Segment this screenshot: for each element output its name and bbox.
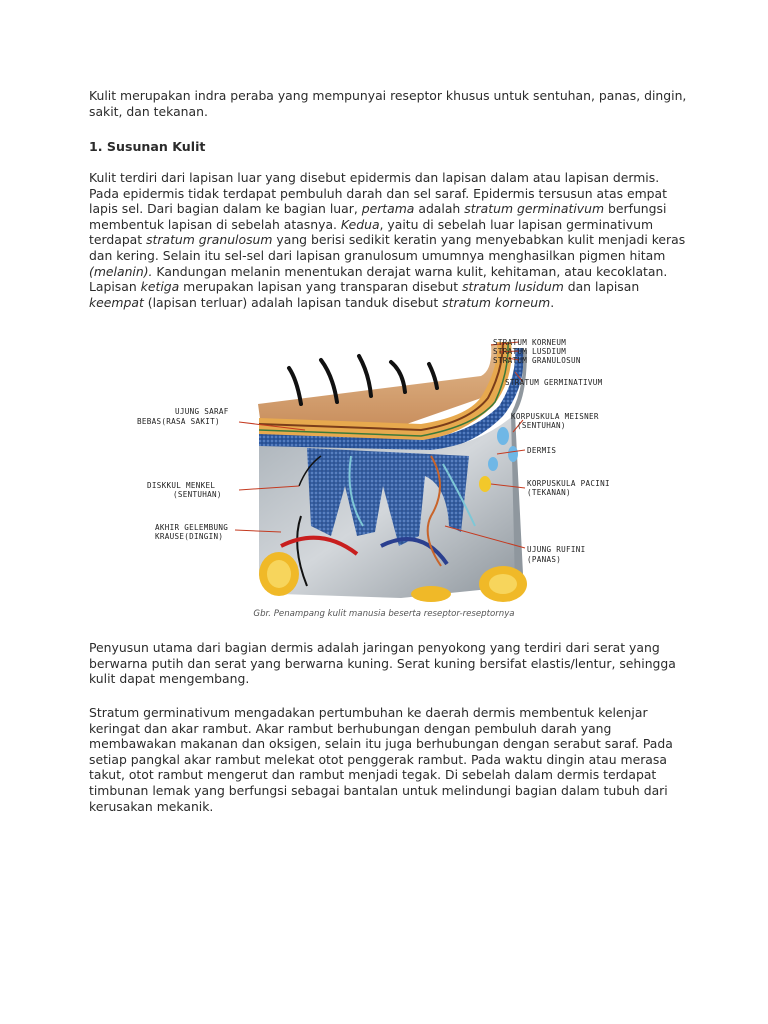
label-diskkul-menkel: DISKKUL MENKEL: [147, 481, 216, 490]
intro-paragraph: Kulit merupakan indra peraba yang mempunyai reseptor khusus untuk sentuhan, panas, dingin, sakit, dan tekanan.: [89, 88, 687, 119]
label-diskkul-menkel-function: (SENTUHAN): [173, 490, 222, 499]
label-stratum-granulosun: STRATUM GRANULOSUN: [493, 356, 581, 365]
figure-caption: Gbr. Penampang kulit manusia beserta reseptor-reseptornya: [253, 609, 515, 619]
label-ujung-saraf-function: BEBAS(RASA SAKIT): [137, 417, 220, 426]
label-meisner: KORPUSKULA MEISNER: [511, 412, 599, 421]
label-dermis: DERMIS: [527, 446, 557, 455]
section-heading: 1. Susunan Kulit: [89, 139, 206, 154]
label-stratum-korneum: STRATUM KORNEUM: [493, 338, 567, 347]
label-stratum-germinativum: STRATUM GERMINATIVUM: [505, 378, 603, 387]
label-meisner-function: (SENTUHAN): [517, 421, 566, 430]
paragraph-germinativum: Stratum germinativum mengadakan pertumbuhan ke daerah dermis membentuk kelenjar keringat dan akar rambut. Akar rambut berhubungan dengan pembuluh darah yang membawakan makanan dan oksigen, selain itu juga berhubungan dengan serabut saraf. Pada setiap pangkal akar rambut melekat otot penggerak rambut. Pada waktu dingin atau merasa takut, otot rambut mengerut dan rambut menjadi tegak. Di sebelah dalam dermis terdapat timbunan lemak yang berfungsi sebagai bantalan untuk melindungi bagian dalam tubuh dari kerusakan mekanik.: [89, 705, 673, 814]
paragraph-dermis: Penyusun utama dari bagian dermis adalah jaringan penyokong yang terdiri dari serat yang berwarna putih dan serat yang berwarna kuning. Serat kuning bersifat elastis/lentur, sehingga kulit dapat mengembang.: [89, 640, 676, 687]
label-rufini-function: (PANAS): [527, 555, 562, 564]
paragraph-epidermis: Kulit terdiri dari lapisan luar yang disebut epidermis dan lapisan dalam atau lapisan dermis. Pada epidermis tidak terdapat pembuluh darah dan sel saraf. Epidermis tersusun atas empat lapis sel. Dari bagian dalam ke bagian luar, pertama adalah stratum germinativum berfungsi membentuk lapisan di sebelah atasnya. Kedua, yaitu di sebelah luar lapisan germinativum terdapat stratum granulosum yang berisi sedikit keratin yang menyebabkan kulit menjadi keras dan kering. Selain itu sel-sel dari lapisan granulosum umumnya menghasilkan pigmen hitam (melanin). Kandungan melanin menentukan derajat warna kulit, kehitaman, atau kecoklatan. Lapisan ketiga merupakan lapisan yang transparan disebut stratum lusidum dan lapisan keempat (lapisan terluar) adalah lapisan tanduk disebut stratum korneum.: [89, 170, 686, 310]
meissner-corpuscle: [497, 427, 509, 445]
label-krause-function: KRAUSE(DINGIN): [155, 532, 224, 541]
label-ujung-saraf: UJUNG SARAF: [175, 407, 229, 416]
pacini-corpuscle: [479, 476, 491, 492]
skin-cross-section-figure: [131, 336, 647, 606]
label-krause: AKHIR GELEMBUNG: [155, 523, 229, 532]
label-pacini-function: (TEKANAN): [527, 488, 571, 497]
label-rufini: UJUNG RUFINI: [527, 545, 586, 554]
label-stratum-lusdium: STRATUM LUSDIUM: [493, 347, 567, 356]
label-pacini: KORPUSKULA PACINI: [527, 479, 610, 488]
